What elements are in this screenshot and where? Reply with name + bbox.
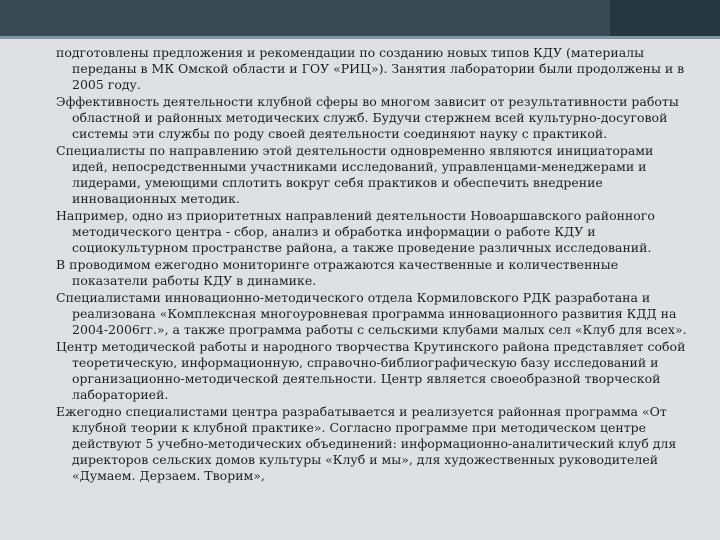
header-accent-line (0, 36, 720, 39)
paragraph: Специалисты по направлению этой деятельности одновременно являются инициаторами идей, непосредственными участниками исследований, управленцами-менеджерами и лидерами, умеющими сплотить вокруг себя практиков и обеспечить внедрение инновационных методик. (56, 143, 654, 206)
paragraph: Например, одно из приоритетных направлений деятельности Новоаршавского районного методического центра - сбор, анализ и обработка информации о работе КДУ и социокультурном пространстве района, а также проведение различных исследований. (56, 208, 655, 255)
paragraph: Специалистами инновационно-методического отдела Кормиловского РДК разработана и реализована «Комплексная многоуровневая программа инновационного развития КДД на 2004-2006гг.», а также программа работы с сельскими клубами малых сел «Клуб для всех». (56, 290, 687, 337)
slide-body-text (56, 45, 688, 535)
header-corner-block (610, 0, 720, 36)
paragraph: В проводимом ежегодно мониторинге отражаются качественные и количественные показатели работы КДУ в динамике. (56, 257, 619, 288)
paragraph: Эффективность деятельности клубной сферы во многом зависит от результативности работы областной и районных методических служб. Будучи стержнем всей культурно-досуговой системы эти службы по роду своей деятельности соединяют науку с практикой. (56, 94, 679, 141)
paragraph: Центр методической работы и народного творчества Крутинского района представляет собой теоретическую, информационную, справочно-библиографическую базу исследований и организационно-методической деятельности. Центр является своеобразной творческой лабораторией. (56, 339, 686, 402)
paragraph: подготовлены предложения и рекомендации по созданию новых типов КДУ (материалы переданы в МК Омской области и ГОУ «РИЦ»). Занятия лаборатории были продолжены и в 2005 году. (56, 45, 685, 92)
paragraph: Ежегодно специалистами центра разрабатывается и реализуется районная программа «От клубной теории к клубной практике». Согласно программе при методическом центре действуют 5 учебно-методических объединений: информационно-аналитический клуб для директоров сельских домов культуры «Клуб и мы», для художественных руководителей «Думаем. Дерзаем. Творим», (56, 404, 677, 483)
